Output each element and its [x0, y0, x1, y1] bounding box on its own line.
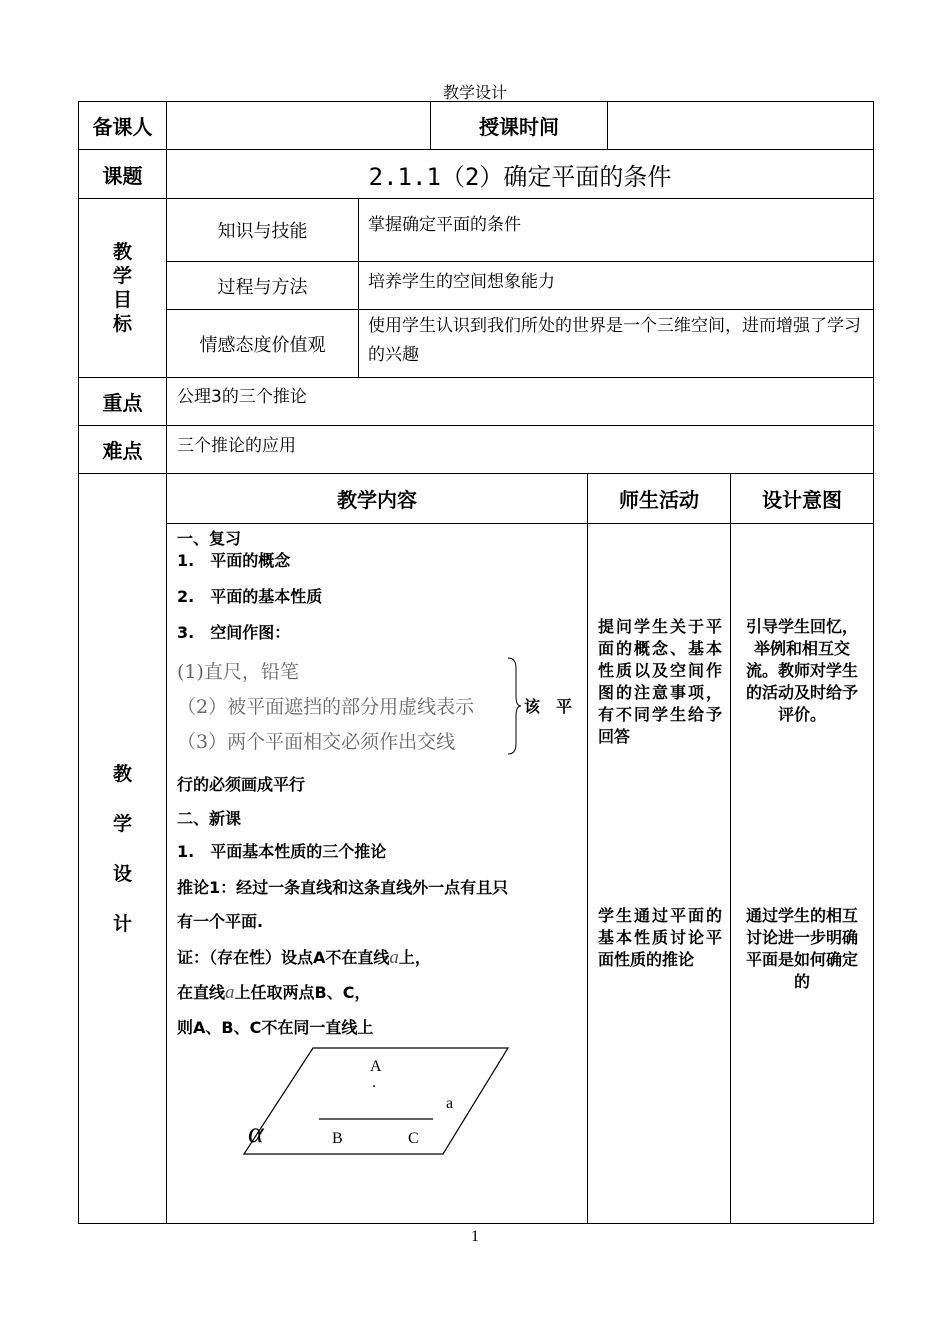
activity-new-lesson: 学生通过平面的基本性质讨论平面性质的推论 — [598, 906, 722, 969]
var-a: a — [225, 982, 235, 1003]
label-point-B: B — [332, 1130, 343, 1147]
difficulty-value: 三个推论的应用 — [177, 436, 296, 456]
label-plane-alpha: α — [248, 1116, 264, 1149]
col-header-intent: 设计意图 — [762, 488, 842, 512]
review-item-2: 2. 平面的基本性质 — [177, 587, 323, 606]
goal-value-process: 培养学生的空间想象能力 — [368, 272, 555, 292]
col-header-activity: 师生活动 — [619, 488, 699, 512]
goals-label: 教 学 目 标 — [112, 241, 132, 335]
label-line-a: a — [446, 1095, 454, 1112]
parallel-line: 行的必须画成平行 — [177, 775, 306, 794]
proof-line-a: 证：（存在性）设点A不在直线a上， — [177, 947, 431, 968]
key-point-label: 重点 — [102, 391, 143, 415]
class-time-label: 授课时间 — [479, 115, 559, 139]
point-A-dot: . — [372, 1074, 376, 1091]
goal-label-knowledge: 知识与技能 — [217, 221, 308, 242]
key-point-value: 公理3的三个推论 — [177, 387, 307, 407]
col-header-content: 教学内容 — [337, 488, 417, 512]
brace-tail-text: 该 平 — [524, 697, 573, 716]
review-item-1: 1. 平面的概念 — [177, 551, 291, 570]
design-label: 教 学 设 计 — [112, 762, 132, 935]
label-point-A: A — [370, 1058, 382, 1075]
var-a: a — [389, 947, 399, 968]
goal-label-process: 过程与方法 — [217, 276, 308, 298]
new-item-1: 1. 平面基本性质的三个推论 — [177, 842, 387, 861]
goal-value-attitude: 使用学生认识到我们所处的世界是一个三维空间，进而增强了学习的兴趣 — [368, 316, 861, 365]
drawing-note-1: (1)直尺，铅笔 — [177, 661, 299, 683]
difficulty-label: 难点 — [102, 439, 143, 463]
goal-value-knowledge: 掌握确定平面的条件 — [368, 215, 521, 235]
intent-review: 引导学生回忆，举例和相互交流。教师对学生的活动及时给予评价。 — [745, 617, 858, 724]
preparer-label: 备课人 — [92, 115, 153, 139]
activity-review: 提问学生关于平面的概念、基本性质以及空间作图的注意事项，有不同学生给予回答 — [598, 617, 722, 746]
review-item-3: 3. 空间作图： — [177, 623, 291, 642]
topic-title: 2.1.1（2）确定平面的条件 — [368, 162, 672, 191]
page-header: 教学设计 — [442, 83, 507, 102]
page-number: 1 — [471, 1228, 479, 1245]
review-title: 一、复习 — [177, 529, 242, 548]
class-time-value — [608, 102, 873, 149]
corollary-1-line-b: 有一个平面. — [177, 912, 264, 931]
proof-line-c: 则A、B、C不在同一直线上 — [177, 1018, 374, 1037]
preparer-value — [167, 102, 430, 149]
drawing-note-3: （3）两个平面相交必须作出交线 — [177, 731, 456, 753]
topic-label: 课题 — [102, 163, 143, 188]
proof-line-b: 在直线a上任取两点B、C， — [177, 982, 371, 1003]
label-point-C: C — [408, 1130, 419, 1147]
new-lesson-title: 二、新课 — [177, 809, 242, 828]
right-brace — [506, 656, 522, 756]
intent-new-lesson: 通过学生的相互讨论进一步明确平面是如何确定的 — [745, 906, 858, 991]
corollary-1-line-a: 推论1：经过一条直线和这条直线外一点有且只 — [177, 878, 509, 897]
goal-label-attitude: 情感态度价值观 — [199, 334, 326, 356]
drawing-note-2: （2）被平面遮挡的部分用虚线表示 — [177, 696, 475, 718]
